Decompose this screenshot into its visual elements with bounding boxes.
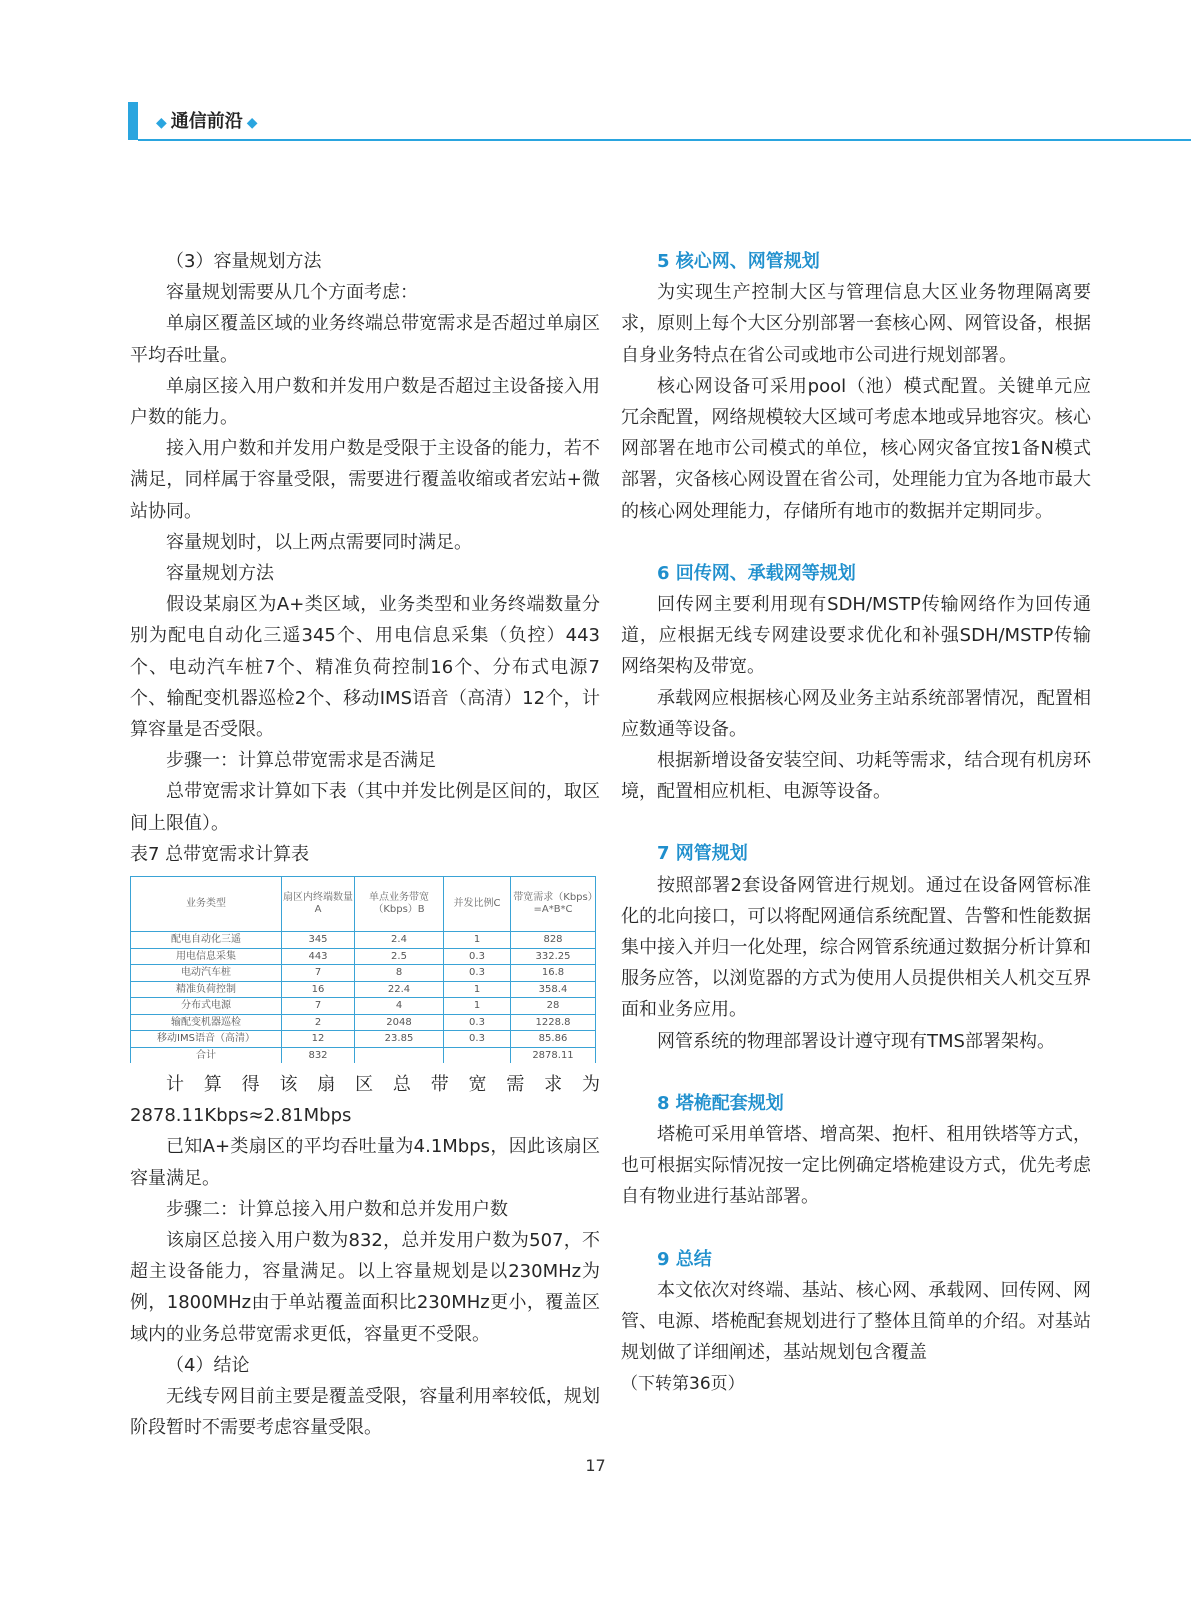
table-cell: 1: [444, 998, 511, 1015]
paragraph: （4）结论: [166, 1354, 250, 1376]
table-cell: 332.25: [511, 948, 596, 965]
table-cell: 1: [444, 932, 511, 949]
header-accent-bar: [128, 102, 138, 140]
table-cell: 0.3: [444, 1031, 511, 1048]
bandwidth-table-wrap: [130, 876, 600, 1063]
paragraph: 总带宽需求计算如下表（其中并发比例是区间的，取区间上限值）。: [130, 781, 600, 834]
section-heading: 5 核心网、网管规划: [657, 251, 820, 272]
paragraph: 容量规划时，以上两点需要同时满足。: [166, 531, 472, 553]
table-cell: 2.5: [355, 948, 444, 965]
table-header-cell: 业务类型: [131, 877, 282, 932]
table-header-cell: 单点业务带宽（Kbps）B: [355, 877, 444, 932]
table-cell: 85.86: [511, 1031, 596, 1048]
table-cell: 832: [282, 1047, 355, 1063]
paragraph: 单扇区接入用户数和并发用户数是否超过主设备接入用户数的能力。: [130, 375, 600, 429]
paragraph: 核心网设备可采用pool（池）模式配置。关键单元应冗余配置，网络规模较大区域可考虑本地或异地容灾。核心网部署在地市公司模式的单位，核心网灾备宜按1备N模式部署，灾备核心网设置在省公司，处理能力宜为各地市最大的核心网处理能力，存储所有地市的数据并定期同步。: [621, 375, 1091, 522]
table-cell: 输配变机器巡检: [131, 1014, 282, 1031]
table-cell: 16: [282, 981, 355, 998]
table-cell: 0.3: [444, 948, 511, 965]
table-cell: 443: [282, 948, 355, 965]
table-cell: 7: [282, 965, 355, 982]
table-cell: 22.4: [355, 981, 444, 998]
table-cell: 4: [355, 998, 444, 1015]
table-cell: 23.85: [355, 1031, 444, 1048]
table-cell: 精准负荷控制: [131, 981, 282, 998]
table-header-cell: 并发比例C: [444, 877, 511, 932]
table-cell: 电动汽车桩: [131, 965, 282, 982]
table-cell: 28: [511, 998, 596, 1015]
table-cell: [355, 1047, 444, 1063]
paragraph: 按照部署2套设备网管进行规划。通过在设备网管标准化的北向接口，可以将配网通信系统配置、告警和性能数据集中接入并归一化处理，综合网管系统通过数据分析计算和服务应答，以浏览器的方式为使用人员提供相关人机交互界面和业务应用。: [621, 874, 1091, 1021]
paragraph: 网管系统的物理部署设计遵守现有TMS部署架构。: [657, 1030, 1055, 1052]
table-cell: 0.3: [444, 1014, 511, 1031]
table-cell: 0.3: [444, 965, 511, 982]
section-heading: 6 回传网、承载网等规划: [657, 562, 856, 584]
table-row: [131, 1014, 596, 1031]
section-heading: 9 总结: [657, 1248, 712, 1270]
diamond-icon: ◆: [156, 115, 167, 131]
table-cell: [444, 1047, 511, 1063]
table-row: [131, 948, 596, 965]
table-cell: 2048: [355, 1014, 444, 1031]
table-cell: 12: [282, 1031, 355, 1048]
table-cell: 7: [282, 998, 355, 1015]
page-number: 17: [585, 1456, 606, 1475]
paragraph: 容量规划需要从几个方面考虑：: [166, 282, 418, 304]
table-header-cell: 扇区内终端数量A: [282, 877, 355, 932]
paragraph: 承载网应根据核心网及业务主站系统部署情况，配置相应数通等设备。: [621, 687, 1091, 740]
table-row: [131, 965, 596, 982]
table-total-row: [131, 1047, 596, 1063]
table-cell: 358.4: [511, 981, 596, 998]
table-cell: 1: [444, 981, 511, 998]
paragraph: 步骤二：计算总接入用户数和总并发用户数: [166, 1198, 508, 1220]
diamond-icon: ◆: [246, 115, 258, 131]
table-cell: 345: [282, 932, 355, 949]
paragraph: 为实现生产控制大区与管理信息大区业务物理隔离要求，原则上每个大区分别部署一套核心网、网管设备，根据自身业务特点在省公司或地市公司进行规划部署。: [621, 282, 1091, 366]
paragraph: 假设某扇区为A+类区域，业务类型和业务终端数量分别为配电自动化三遥345个、用电信息采集（负控）443个、电动汽车桩7个、精准负荷控制16个、分布式电源7个、输配变机器巡检2个、移动IMS语音（高清）12个，计算容量是否受限。: [130, 594, 600, 741]
table-cell: 合计: [131, 1047, 282, 1063]
table-cell: 828: [511, 932, 596, 949]
continued-note: （下转第36页）: [621, 1373, 745, 1394]
table-row: [131, 1031, 596, 1048]
paragraph: 本文依次对终端、基站、核心网、承载网、回传网、网管、电源、塔桅配套规划进行了整体且简单的介绍。对基站规划做了详细阐述，基站规划包含覆盖: [621, 1279, 1091, 1364]
table-cell: 16.8: [511, 965, 596, 982]
table-cell: 2878.11: [511, 1047, 596, 1063]
paragraph: 塔桅可采用单管塔、增高架、抱杆、租用铁塔等方式，也可根据实际情况按一定比例确定塔桅建设方式，优先考虑自有物业进行基站部署。: [621, 1124, 1091, 1208]
paragraph: 已知A+类扇区的平均吞吐量为4.1Mbps，因此该扇区容量满足。: [130, 1136, 600, 1189]
table-cell: 1228.8: [511, 1014, 596, 1031]
table-cell: 8: [355, 965, 444, 982]
paragraph: 根据新增设备安装空间、功耗等需求，结合现有机房环境，配置相应机柜、电源等设备。: [621, 750, 1091, 803]
paragraph: 回传网主要利用现有SDH/MSTP传输网络作为回传通道，应根据无线专网建设要求优化和补强SDH/MSTP传输网络架构及带宽。: [621, 594, 1091, 678]
paragraph: 无线专网目前主要是覆盖受限，容量利用率较低，规划阶段暂时不需要考虑容量受限。: [130, 1386, 600, 1439]
table-cell: 移动IMS语音（高清）: [131, 1031, 282, 1048]
table-cell: 配电自动化三遥: [131, 932, 282, 949]
table-row: [131, 981, 596, 998]
paragraph: 该扇区总接入用户数为832，总并发用户数为507，不超主设备能力，容量满足。以上容量规划是以230MHz为例，1800MHz由于单站覆盖面积比230MHz更小，覆盖区域内的业务总带宽需求更低，容量更不受限。: [130, 1230, 600, 1345]
table-caption: 表7 总带宽需求计算表: [130, 843, 310, 865]
table-header-row: [131, 877, 596, 932]
table-cell: 分布式电源: [131, 998, 282, 1015]
paragraph: 单扇区覆盖区域的业务终端总带宽需求是否超过单扇区平均吞吐量。: [130, 313, 600, 366]
section-header: [156, 107, 258, 133]
paragraph: 容量规划方法: [166, 563, 274, 585]
table-cell: 用电信息采集: [131, 948, 282, 965]
right-column: [621, 246, 1091, 1400]
header-rule: [138, 139, 1191, 141]
bandwidth-table: [130, 876, 596, 1063]
paragraph: 步骤一：计算总带宽需求是否满足: [166, 750, 436, 772]
table-row: [131, 932, 596, 949]
table-row: [131, 998, 596, 1015]
paragraph: 接入用户数和并发用户数是受限于主设备的能力，若不满足，同样属于容量受限，需要进行覆盖收缩或者宏站+微站协同。: [130, 438, 600, 522]
paragraph: （3）容量规划方法: [166, 251, 322, 272]
paragraph: 计算得该扇区总带宽需求为2878.11Kbps≈2.81Mbps: [130, 1074, 600, 1127]
left-column: [130, 246, 600, 1444]
table-header-cell: 带宽需求（Kbps）=A*B*C: [511, 877, 596, 932]
section-header-title: 通信前沿: [170, 111, 243, 132]
section-heading: 7 网管规划: [657, 843, 748, 865]
section-heading: 8 塔桅配套规划: [657, 1092, 784, 1114]
table-cell: 2.4: [355, 932, 444, 949]
table-cell: 2: [282, 1014, 355, 1031]
